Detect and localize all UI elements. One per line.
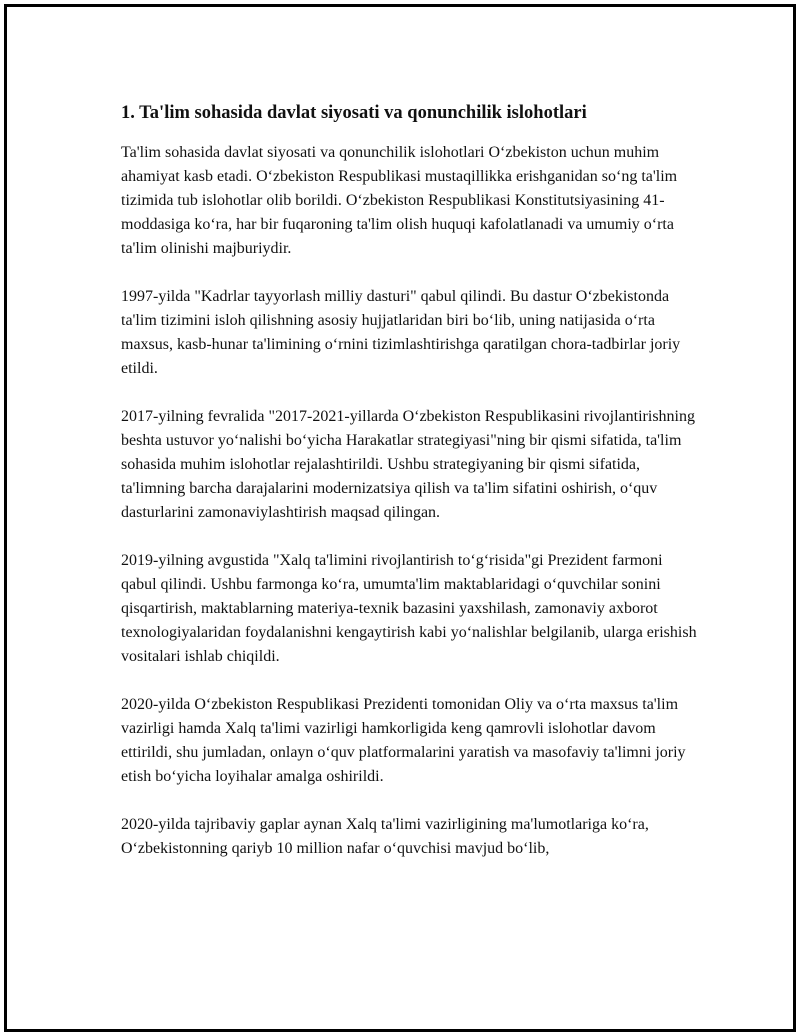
paragraph-2019-decree: 2019-yilning avgustida "Xalq ta'limini rivojlantirish to‘g‘risida"gi Prezident farmoni qabul qilindi. Ushbu farmonga ko‘ra, umumta'lim maktablaridagi o‘quvchilar sonini qisqartirish, maktablarning materiya-texnik bazasini yaxshilash, zamonaviy axborot texnologiyalaridan foydalanishni kengaytirish kabi yo‘nalishlar belgilanib, ularga erishish vositalari ishlab chiqildi. [121,552,697,665]
paragraph-2017-strategy: 2017-yilning fevralida "2017-2021-yillarda O‘zbekiston Respublikasini rivojlantirishning beshta ustuvor yo‘nalishi bo‘yicha Harakatlar strategiyasi"ning bir qismi sifatida, ta'lim sohasida muhim islohotlar rejalashtirildi. Ushbu strategiyaning bir qismi sifatida, ta'limning barcha darajalarini modernizatsiya qilish va ta'lim sifatini oshirish, o‘quv dasturlarini zamonaviylashtirish maqsad qilingan. [121,408,695,521]
paragraph-2020-statistics: 2020-yilda tajribaviy gaplar aynan Xalq ta'limi vazirligining ma'lumotlariga ko‘ra, O‘zbekistonning qariyb 10 million nafar o‘quvchisi mavjud bo‘lib, [121,816,649,857]
document-content [121,101,701,885]
paragraph-constitution: Ta'lim sohasida davlat siyosati va qonunchilik islohotlari O‘zbekiston uchun muhim ahamiyat kasb etadi. O‘zbekiston Respublikasi mustaqillikka erishganidan so‘ng ta'lim tizimida tub islohotlar olib borildi. O‘zbekiston Respublikasi Konstitutsiyasining 41-moddasiga ko‘ra, har bir fuqaroning ta'lim olish huquqi kafolatlanadi va umumiy o‘rta ta'lim olinishi majburiydir. [121,144,678,257]
paragraph-2020-reforms: 2020-yilda O‘zbekiston Respublikasi Prezidenti tomonidan Oliy va o‘rta maxsus ta'lim vazirligi hamda Xalq ta'limi vazirligi hamkorligida keng qamrovli islohotlar davom ettirildi, shu jumladan, onlayn o‘quv platformalarini yaratish va masofaviy ta'limni joriy etish bo‘yicha loyihalar amalga oshirildi. [121,696,686,785]
document-page [4,4,796,1032]
section-heading: 1. Ta'lim sohasida davlat siyosati va qonunchilik islohotlari [121,103,587,123]
paragraph-1997-program: 1997-yilda "Kadrlar tayyorlash milliy dasturi" qabul qilindi. Bu dastur O‘zbekistonda ta'lim tizimini isloh qilishning asosiy hujjatlaridan biri bo‘lib, uning natijasida o‘rta maxsus, kasb-hunar ta'limining o‘rnini tizimlashtirishga qaratilgan chora-tadbirlar joriy etildi. [121,288,681,377]
